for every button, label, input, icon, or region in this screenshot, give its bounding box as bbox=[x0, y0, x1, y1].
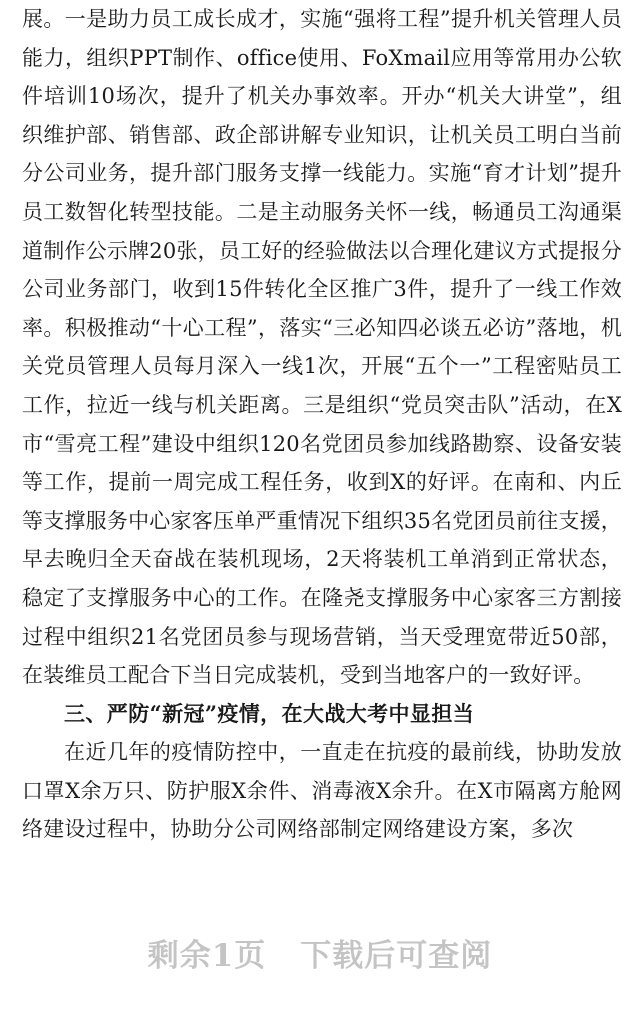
download-to-view-label: 下载后可查阅 bbox=[300, 938, 493, 974]
remaining-pages-count: 剩余1页 bbox=[147, 938, 267, 974]
body-paragraph-epidemic-control: 在近几年的疫情防控中，一直走在抗疫的最前线，协助发放口罩X余万只、防护服X余件、消毒液X余升。在X市隔离方舱网络建设过程中，协助分公司网络部制定网络建设方案，多次 bbox=[22, 740, 622, 842]
document-body bbox=[22, 0, 622, 849]
section-heading-epidemic: 三、严防“新冠”疫情，在大战大考中显担当 bbox=[64, 700, 475, 726]
body-paragraph-staff-growth: 展。一是助力员工成长成才，实施“强将工程”提升机关管理人员能力，组织PPT制作、office使用、FoXmail应用等常用办公软件培训10场次，提升了机关办事效率。开办“机关大讲堂”，组织维护部、销售部、政企部讲解专业知识，让机关员工明白当前分公司业务，提升部门服务支撑一线能力。实施“育才计划”提升员工数智化转型技能。二是主动服务关怀一线，畅通员工沟通渠道制作公示牌20张，员工好的经验做法以合理化建议方式提报分公司业务部门，收到15件转化全区推广3件，提升了一线工作效率。积极推动“十心工程”，落实“三必知四必谈五必访”落地，机关党员管理人员每月深入一线1次，开展“五个一”工程密贴员工工作，拉近一线与机关距离。三是组织“党员突击队”活动，在X市“雪亮工程”建设中组织120名党团员参加线路勘察、设备安装等工作，提前一周完成工程任务，收到X的好评。在南和、内丘等支撑服务中心家客压单严重情况下组织35名党团员前往支援，早去晚归全天奋战在装机现场，2天将装机工单消到正常状态，稳定了支撑服务中心的工作。在隆尧支撑服务中心家客三方割接过程中组织21名党团员参与现场营销，当天受理宽带近50部，在装维员工配合下当日完成装机，受到当地客户的一致好评。 bbox=[22, 7, 622, 688]
remaining-pages-banner[interactable] bbox=[0, 930, 640, 975]
